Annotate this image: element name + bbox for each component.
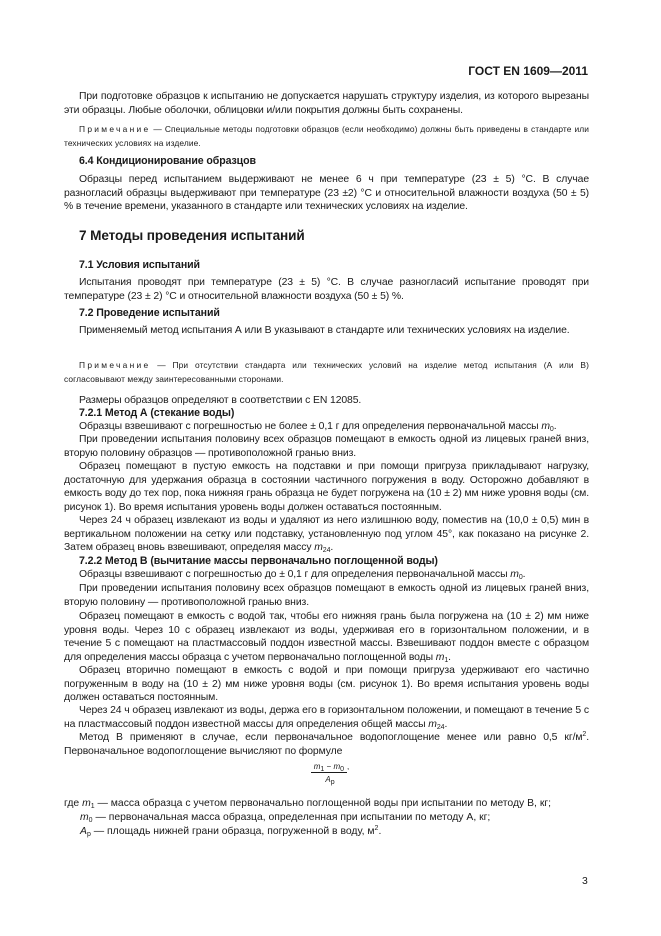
note-text: — При отсутствии стандарта или технических условий на изделие метод испытания (А или В) согласовывают между заинтересованными сторонами. [64,360,589,384]
formula-denominator [300,773,360,784]
variable: m [80,812,89,823]
text: — первоначальная масса образца, определенная при испытании по методу А, кг; [92,812,491,823]
paragraph-b2: При проведении испытания половину всех образцов помещают в емкость одной из лицевых граней вниз, вторую половину — противоположной гранью вниз. [64,583,589,608]
text: — площадь нижней грани образца, погруженной в воду, м [90,826,375,837]
text: Образцы взвешивают с погрешностью до ± 0,1 г для определения первоначальной массы [79,569,511,580]
superscript: 2 [374,825,379,832]
subscript: 24 [436,723,445,731]
note-text: — Специальные методы подготовки образцов (если необходимо) должны быть приведены в стандарте или технических условиях на изделие. [64,124,589,148]
text: Через 24 ч образец извлекают из воды, держа его в горизонтальном положении, и помещают в течение 5 с на пластмассовый поддон известной массы для определения общей массы [64,705,589,730]
text: — масса образца с учетом первоначально поглощенной воды при испытании по методу В, кг; [94,798,552,809]
text: где [64,798,83,809]
paragraph-a3: Образец помещают в пустую емкость на подставки и при помощи пригруза прикладывают нагрузку, достаточную для удержания образца в состоянии частичного погружения в воду. Осторожно добавляют в емкость воду до тех пор, пока нижняя грань образца не будет погружена на (10 ± 2) мм ниже уровня воды (см. рисунок 1). Во время испытания уровень воды должен оставаться постоянным. [64,461,589,513]
variable: m [333,762,341,771]
text: . [553,421,557,432]
text: . [378,826,382,837]
paragraph-b5 [64,704,589,731]
subscript: 0 [518,574,523,581]
text: . [448,651,451,663]
note-sample-prep [64,123,589,150]
paragraph-a1 [64,420,589,434]
subscript: p [330,779,335,786]
subscript: 0 [340,766,345,773]
paragraph-sample-prep: При подготовке образцов к испытанию не допускается нарушать структуру изделия, из которого вырезаны эти образцы. Любые оболочки, облицовки и/или покрытия должны быть сохранены. [64,91,589,116]
heading-7-2: 7.2 Проведение испытаний [79,307,220,319]
text: Метод В применяют в случае, если первоначальное водопоглощение менее или равно 0,5 кг/м [79,732,583,743]
variable: m [428,718,437,730]
subscript: 1 [320,766,325,773]
text: Образец помещают в емкость с водой так, чтобы его нижняя грань была погружена на (10 ± 2) мм ниже уровня воды. Через 10 с образец извлекают из воды, удерживая его в горизонтальном положении, и в течение 5 с помещают на пластмассовый поддон известной массы. Взвешивают поддон вместе с образцом для определения массы образца с учетом первоначально поглощенной воды [64,611,589,663]
variable: m [541,421,550,432]
where-item [64,797,604,811]
note-method-choice [64,359,589,386]
paragraph-b4: Образец вторично помещают в емкость с водой и при помощи пригруза удерживают его частично погруженным в воду на (10 ± 2) мм ниже уровня воды (см. рисунок 1). Во время испытания уровень воды должен оставаться постоянным. [64,665,589,704]
subscript: p [86,831,91,838]
text: . Первоначальное водопоглощение вычисляют по формуле [64,732,589,757]
variable: A [80,826,87,837]
superscript: 2 [582,731,587,738]
heading-7-1: 7.1 Условия испытаний [79,259,200,271]
comma: , [347,762,350,771]
text: . [522,569,526,580]
variable: m [314,542,323,554]
operator: − [324,762,334,771]
variable: m [82,798,91,809]
heading-7: 7 Методы проведения испытаний [79,228,305,243]
note-label: Примечание [79,360,151,370]
heading-7-2-2: 7.2.2 Метод В (вычитание массы первоначально поглощенной воды) [79,555,438,567]
variable: A [325,775,331,784]
text: . [330,542,334,554]
formula-numerator [311,762,350,773]
heading-6-4: 6.4 Кондиционирование образцов [79,155,256,167]
text: Образцы взвешивают с погрешностью не более ± 0,1 г для определения первоначальной массы [79,421,542,432]
subscript: 1 [444,656,449,664]
where-item [80,811,620,825]
paragraph-b6 [64,731,589,758]
paragraph-sizes: Размеры образцов определяют в соответствии с EN 12085. [79,395,362,406]
variable: m [510,569,519,580]
text: . [444,718,448,730]
page-number: 3 [582,876,588,887]
paragraph-conditions: Испытания проводят при температуре (23 ± 5) °С. В случае разногласий испытание проводят при температуре (23 ± 2) °С и относительной влажности воздуха (50 ± 5) %. [64,277,589,302]
paragraph-a4 [64,514,589,555]
subscript: 24 [322,547,331,555]
note-label: Примечание [79,124,151,134]
formula [300,762,360,784]
document-header: ГОСТ EN 1609—2011 [468,64,588,78]
variable: m [435,651,445,663]
heading-7-2-1: 7.2.1 Метод А (стекание воды) [79,407,235,419]
paragraph-method-choice: Применяемый метод испытания А или В указывают в стандарте или технических условиях на изделие. [79,325,570,336]
paragraph-a2: При проведении испытания половину всех образцов помещают в емкость одной из лицевых граней вниз, вторую половину образцов — противоположной гранью вниз. [64,434,589,459]
where-item [80,825,620,839]
text: Через 24 ч образец извлекают из воды и удаляют из него излишнюю воду, поместив на (10,0 ± 0,5) мин в вертикальном положении на сетку или подставку, установленную под углом 45°, как показано на рисунке 2. Затем образец вновь взвешивают, определяя массу [64,515,589,554]
paragraph-b3 [64,610,589,664]
paragraph-conditioning: Образцы перед испытанием выдерживают не менее 6 ч при температуре (23 ± 5) °С. В случае разногласий образцы выдерживают при температуре (23 ±2) °С и относительной влажности воздуха (50 ± 5) % в течение времени, указанного в стандарте или технических условиях на изделие. [64,174,589,213]
subscript: 1 [90,803,95,810]
subscript: 0 [88,817,93,824]
variable: m [313,762,321,771]
paragraph-b1 [64,568,589,582]
subscript: 0 [549,426,554,433]
